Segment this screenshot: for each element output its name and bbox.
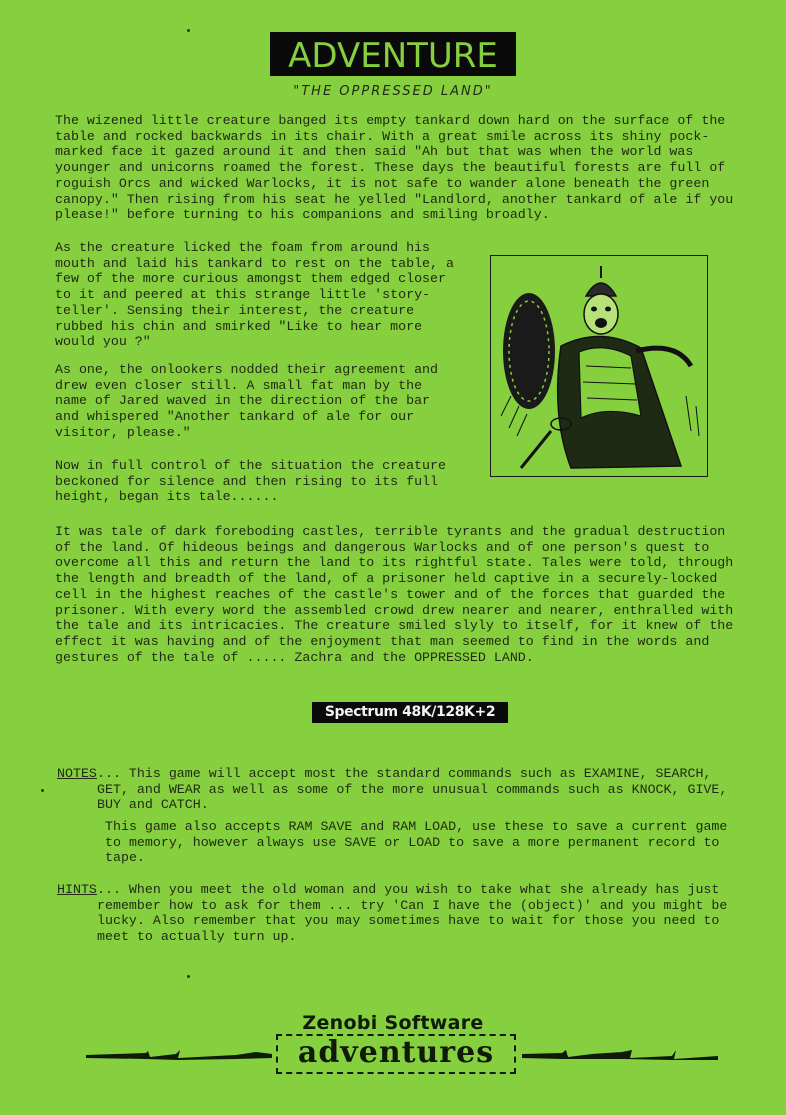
story-paragraph-1: The wizened little creature banged its empty tankard down hard on the surface of the table and rocked backwards in its chair. With a great smile across its shiny pock-marked face it gazed around it and then said "Ah but that was when the world was younger and unicorns roamed the forest. These days the beautiful forests are full of roguish Orcs and wicked Warlocks, it is not safe to wander alone beneath the green canopy." Then rising from his seat he yelled "Landlord, another tankard of ale if you please!" before turning to his companions and smiling broadly. <box>55 113 734 223</box>
brush-stroke-right-icon <box>522 1048 718 1062</box>
story-paragraph-5: It was tale of dark foreboding castles, terrible tyrants and the gradual destruction of the land. Of hideous beings and dangerous Warlocks and of one person's quest to overcome all this and return the land to its rightful state. Tales were told, through the length and breadth of the land, of a prisoner held captive in a securely-locked cell in the highest reaches of the castle's tower and of the forces that guarded the prisoner. With every word the assembled crowd drew nearer and nearer, enthralled with the tale and its intricacies. The creature smiled slyly to itself, for it knew of the effect it was having and of the enjoyment that man seemed to find in the words and gestures of the tale of ..... Zachra and the OPPRESSED LAND. <box>55 524 734 665</box>
hints-label: HINTS <box>57 882 97 897</box>
warrior-illustration <box>490 255 708 477</box>
notes-text: ... This game will accept most the standard commands such as EXAMINE, SEARCH, GET, and WEAR as well as some of the more unusual commands such as KNOCK, GIVE, BUY and CATCH. <box>97 766 728 813</box>
game-subtitle: "THE OPPRESSED LAND" <box>293 84 493 99</box>
adventures-logo: adventures <box>276 1034 516 1074</box>
story-paragraph-2: As the creature licked the foam from around his mouth and laid his tankard to rest on the table, a few of the more curious amongst them edged closer to it and peered at this strange little 'story-teller'. Sensing their interest, the creature rubbed his chin and smirked "Like to hear more would you ?" <box>55 240 454 350</box>
hints-text: ... When you meet the old woman and you wish to take what she already has just remember how to ask for them ... try 'Can I have the (object)' and you might be lucky. Also remember that you may sometimes have to wait for those you need to meet to actually turn up. <box>97 882 728 945</box>
page-title: ADVENTURE <box>270 32 516 76</box>
sword-shape <box>521 431 551 468</box>
footer <box>0 1010 786 1080</box>
hints-section <box>57 882 737 952</box>
shield-shape <box>503 293 555 409</box>
print-speck <box>187 975 190 978</box>
story-paragraph-3: As one, the onlookers nodded their agreement and drew even closer still. A small fat man by the name of Jared waved in the direction of the bar and whispered "Another tankard of ale for our visitor, please." <box>55 362 439 440</box>
print-speck <box>187 29 190 32</box>
brush-stroke-left-icon <box>86 1048 272 1062</box>
warrior-drawing <box>491 256 706 475</box>
platform-badge: Spectrum 48K/128K+2 <box>312 702 508 723</box>
publisher-name: Zenobi Software <box>302 1012 484 1034</box>
print-speck <box>41 789 44 792</box>
notes-section <box>57 766 737 826</box>
notes-ram-save-text: This game also accepts RAM SAVE and RAM LOAD, use these to save a current game to memory, however always use SAVE or LOAD to save a more permanent record to tape. <box>105 819 728 866</box>
notes-label: NOTES <box>57 766 97 781</box>
story-paragraph-4: Now in full control of the situation the creature beckoned for silence and then rising to its full height, began its tale...... <box>55 458 446 505</box>
